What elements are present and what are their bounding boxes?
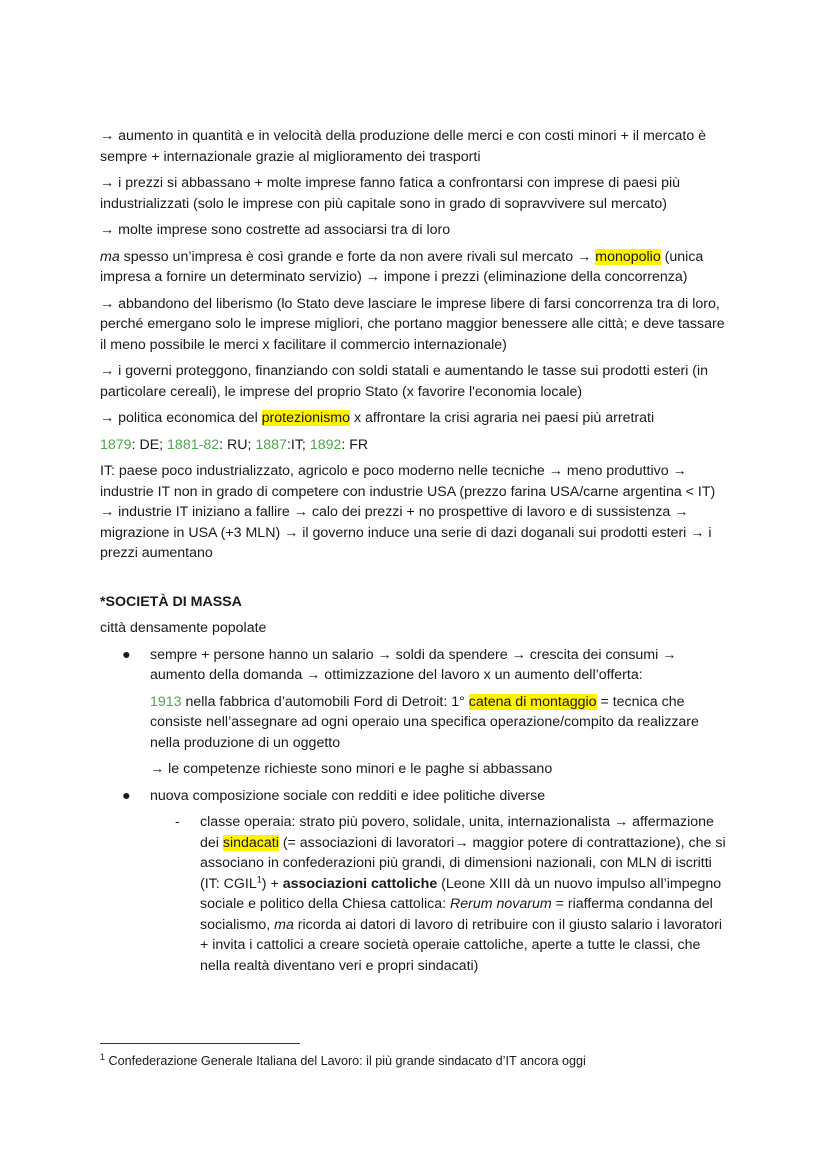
section-intro: città densamente popolate bbox=[100, 620, 267, 636]
bullet-item-social: ● nuova composizione sociale con redditi e idee politiche diverse bbox=[100, 786, 728, 807]
paragraph-governments: → i governi proteggono, finanziando con soldi statali e aumentando le tasse sui prodotti esteri (in particolare cereali), le imprese del proprio Stato (x favorire l'economia locale) bbox=[100, 363, 709, 400]
document-body bbox=[100, 126, 728, 982]
bullet-item-wages: ● sempre + persone hanno un salario → soldi da spendere → crescita dei consumi → aumento della domanda → ottimizzazione del lavoro x un aumento dell’offerta: bbox=[122, 646, 677, 683]
ma-italic: ma bbox=[100, 248, 120, 265]
paragraph-associations: → molte imprese sono costrette ad associarsi tra di loro bbox=[100, 222, 451, 238]
footnote-divider bbox=[100, 1043, 300, 1044]
bullet-icon: ● bbox=[122, 787, 131, 804]
paragraph-liberalism: → abbandono del liberismo (lo Stato deve lasciare le imprese libere di farsi concorrenza tra di loro, perché emergano solo le imprese migliori, che portano maggior benessere alle città; e deve tassare il meno possibile le merci x facilitare il commercio internazionale) bbox=[100, 295, 725, 353]
italic-ma: ma bbox=[274, 916, 294, 933]
italic-rerum-novarum: Rerum novarum bbox=[450, 896, 552, 912]
paragraph-prices: → i prezzi si abbassano + molte imprese fanno fatica a confrontarsi con imprese di paesi più industrializzati (solo le imprese con più capitale sono in grado di sopravvivere sul mercato) bbox=[100, 175, 681, 212]
footnote: $^1$ Confederazione Generale Italiana del Lavoro: il più grande sindacato d’IT ancora oggi bbox=[100, 1051, 586, 1068]
paragraph-italy: IT: paese poco industrializzato, agricolo e poco moderno nelle tecniche → meno produttivo → industrie IT non in grado di competere con industrie USA (prezzo farina USA/carne argentina < IT) → industrie IT iniziano a fallire → calo dei prezzi + no prospettive di lavoro e di sussistenza → migrazione in USA (+3 MLN) → il governo induce una serie di dazi doganali sui prodotti esteri → i prezzi aumentano bbox=[100, 463, 716, 561]
year-1887: 1887 bbox=[255, 436, 287, 453]
footnote-ref: 1 bbox=[256, 873, 262, 884]
paragraph-production: → aumento in quantità e in velocità della produzione delle merci e con costi minori + il mercato è sempre + internazionale grazie al miglioramento dei trasporti bbox=[100, 128, 707, 165]
paragraph-monopoly: ma spesso un’impresa è così grande e forte da non avere rivali sul mercato → monopolio (unica impresa a fornire un determinato servizio) → impone i prezzi (eliminazione della concorrenza) bbox=[100, 248, 704, 285]
footnote-number: 1 bbox=[100, 1051, 106, 1062]
year-1879: 1879 bbox=[100, 436, 132, 453]
paragraph-protectionism: → politica economica del protezionismo x affrontare la crisi agraria nei paesi più arretrati bbox=[100, 410, 655, 426]
highlight-catena-di-montaggio: catena di montaggio bbox=[468, 693, 597, 710]
dash-item-working-class: - classe operaia: strato più povero, solidale, unita, internazionalista → affermazione dei sindacati (= associazioni di lavoratori→ maggior potere di contrattazione), che si associano in confederazioni più grandi, di dimensioni nazionali, con MLN di iscritti (IT: $CGIL^1$) + associazioni cattoliche (Leone XIII dà un nuovo impulso all’impegno sociale e politico della Chiesa cattolica: Rerum novarum = riafferma condanna del socialismo, ma ricorda ai datori di lavoro di retribuire con il giusto salario i lavoratori + invita i cattolici a creare società operaie cattoliche, aperte a tutte le classi, che nella realtà diventano veri e propri sindacati) bbox=[175, 814, 726, 974]
highlight-protezionismo: protezionismo bbox=[261, 410, 350, 426]
highlight-monopolio: monopolio bbox=[595, 248, 661, 265]
sub-paragraph-skills: → le competenze richieste sono minori e le paghe si abbassano bbox=[150, 761, 553, 777]
section-heading: *SOCIETÀ DI MASSA bbox=[100, 593, 242, 610]
bullet-icon: ● bbox=[122, 646, 131, 663]
sub-paragraph-assembly-line: 1913 nella fabbrica d’automobili Ford di Detroit: 1° catena di montaggio = tecnica che consiste nell’assegnare ad ogni operaio una specifica operazione/compito da realizzare nella produzione di un oggetto bbox=[150, 693, 699, 751]
year-1881-82: 1881-82 bbox=[167, 436, 220, 453]
dash-icon: - bbox=[175, 814, 180, 830]
year-1892: 1892 bbox=[309, 436, 342, 453]
bold-associazioni-cattoliche: associazioni cattoliche bbox=[282, 875, 438, 892]
year-1913: 1913 bbox=[150, 693, 182, 710]
highlight-sindacati: sindacati bbox=[222, 834, 279, 851]
paragraph-years: 1879: DE; 1881-82: RU; 1887:IT; 1892: FR bbox=[100, 436, 369, 453]
